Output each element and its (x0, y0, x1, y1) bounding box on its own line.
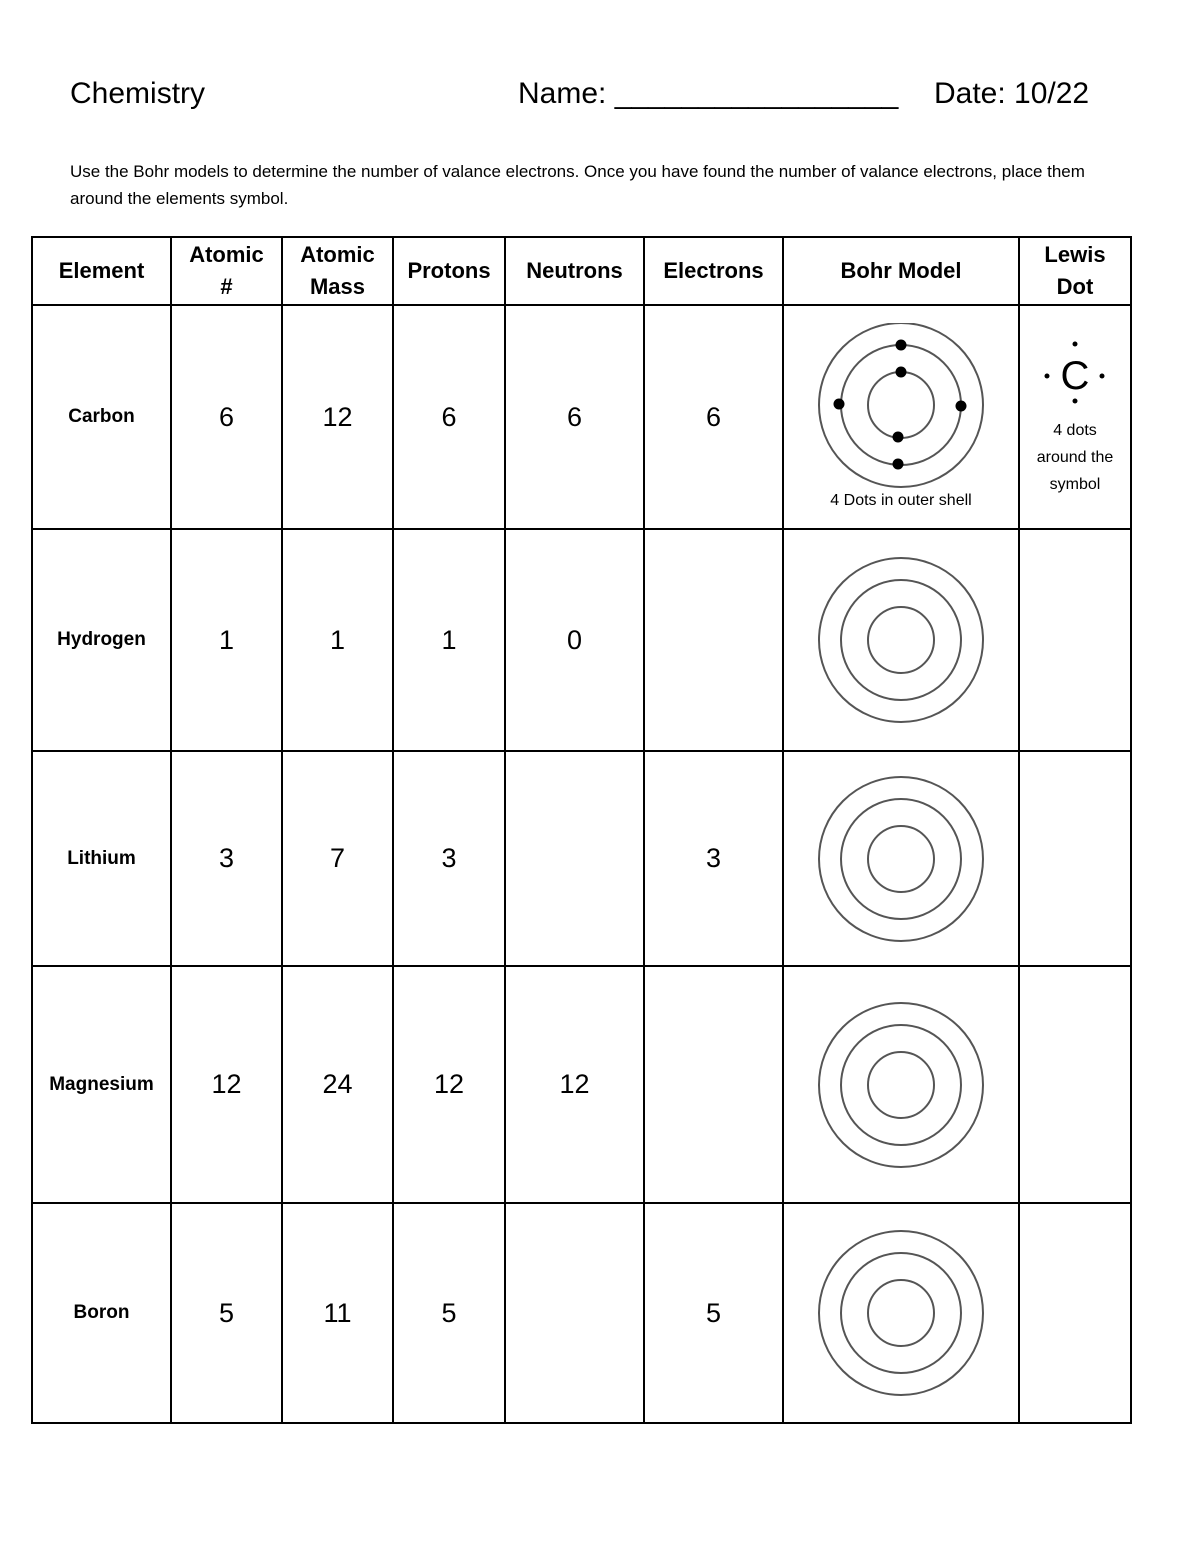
element-name: Hydrogen (32, 529, 171, 751)
shell-ring (841, 1025, 961, 1145)
atomic-mass-cell[interactable]: 11 (282, 1203, 393, 1423)
header-electrons: Electrons (644, 237, 783, 305)
shell-ring (819, 1231, 983, 1395)
header-neutrons: Neutrons (505, 237, 644, 305)
shell-ring (868, 1052, 934, 1118)
atomic-mass-cell[interactable]: 1 (282, 529, 393, 751)
lewis-dot (1073, 341, 1078, 346)
header-bohr-model: Bohr Model (783, 237, 1019, 305)
lewis-dot-cell[interactable] (1019, 1203, 1131, 1423)
lewis-dot-cell[interactable] (1019, 751, 1131, 966)
element-name: Magnesium (32, 966, 171, 1203)
header-protons: Protons (393, 237, 505, 305)
bohr-caption: 4 Dots in outer shell (830, 492, 972, 509)
element-name: Lithium (32, 751, 171, 966)
neutrons-cell[interactable] (505, 1203, 644, 1423)
table-row (32, 751, 1131, 966)
lewis-dot-diagram (1035, 337, 1115, 417)
bohr-model-diagram (811, 1000, 991, 1170)
atomic-mass-cell[interactable]: 24 (282, 966, 393, 1203)
shell-ring (819, 1003, 983, 1167)
table-row (32, 1203, 1131, 1423)
bohr-model-diagram (811, 555, 991, 725)
header-atomic-mass-line2: Mass (309, 274, 366, 299)
lewis-dot-cell[interactable] (1019, 966, 1131, 1203)
electron-dot (893, 432, 904, 443)
header-lewis-line1: Lewis (1044, 242, 1106, 267)
header-element: Element (32, 237, 171, 305)
element-name: Carbon (32, 305, 171, 529)
subject-title: Chemistry (70, 77, 206, 110)
electrons-cell[interactable]: 6 (644, 305, 783, 529)
date-label: Date: 10/22 (934, 77, 1090, 110)
electrons-cell[interactable] (644, 529, 783, 751)
bohr-model-cell[interactable] (783, 305, 1019, 529)
bohr-model-cell[interactable] (783, 529, 1019, 751)
table-row (32, 966, 1131, 1203)
header-atomic-mass (282, 237, 393, 305)
atomic-mass-cell[interactable]: 12 (282, 305, 393, 529)
lewis-dot-cell[interactable] (1019, 529, 1131, 751)
header-row (32, 237, 1131, 305)
atomic-number-cell[interactable]: 6 (171, 305, 282, 529)
lewis-dot-cell[interactable] (1019, 305, 1131, 529)
bohr-model-diagram (811, 1228, 991, 1398)
table-row (32, 305, 1131, 529)
header-atomic-number-line2: # (220, 274, 233, 299)
shell-ring (819, 558, 983, 722)
protons-cell[interactable]: 12 (393, 966, 505, 1203)
neutrons-cell[interactable]: 12 (505, 966, 644, 1203)
protons-cell[interactable]: 5 (393, 1203, 505, 1423)
neutrons-cell[interactable] (505, 751, 644, 966)
shell-ring (841, 345, 961, 465)
shell-ring (819, 777, 983, 941)
bohr-model-cell[interactable] (783, 1203, 1019, 1423)
protons-cell[interactable]: 6 (393, 305, 505, 529)
shell-ring (841, 799, 961, 919)
electrons-cell[interactable]: 5 (644, 1203, 783, 1423)
protons-cell[interactable]: 1 (393, 529, 505, 751)
atomic-number-cell[interactable]: 1 (171, 529, 282, 751)
atomic-number-cell[interactable]: 5 (171, 1203, 282, 1423)
lewis-caption: 4 dots around the symbol (1036, 421, 1114, 493)
shell-ring (868, 607, 934, 673)
header-atomic-number-line1: Atomic (189, 242, 264, 267)
element-name: Boron (32, 1203, 171, 1423)
shell-ring (841, 1253, 961, 1373)
electron-dot (834, 399, 845, 410)
neutrons-cell[interactable]: 0 (505, 529, 644, 751)
bohr-model-diagram (811, 774, 991, 944)
bohr-model-cell[interactable] (783, 966, 1019, 1203)
element-table (31, 236, 1132, 1424)
bohr-model-diagram (811, 323, 991, 493)
lewis-symbol: C (1060, 353, 1090, 398)
header-lewis-dot (1019, 237, 1131, 305)
lewis-dot (1073, 398, 1078, 403)
header-atomic-number (171, 237, 282, 305)
neutrons-cell[interactable]: 6 (505, 305, 644, 529)
electrons-cell[interactable] (644, 966, 783, 1203)
lewis-dot (1045, 373, 1050, 378)
shell-ring (868, 1280, 934, 1346)
atomic-number-cell[interactable]: 3 (171, 751, 282, 966)
bohr-model-cell[interactable] (783, 751, 1019, 966)
instructions: Use the Bohr models to determine the number of valance electrons. Once you have found the number of valance electrons, place them around the elements symbol. (70, 162, 1085, 208)
name-field[interactable]: Name: _________________ (518, 77, 899, 110)
protons-cell[interactable]: 3 (393, 751, 505, 966)
electron-dot (896, 340, 907, 351)
atomic-mass-cell[interactable]: 7 (282, 751, 393, 966)
shell-ring (868, 372, 934, 438)
electron-dot (956, 401, 967, 412)
electrons-cell[interactable]: 3 (644, 751, 783, 966)
table-row (32, 529, 1131, 751)
lewis-dot (1100, 373, 1105, 378)
shell-ring (868, 826, 934, 892)
shell-ring (841, 580, 961, 700)
electron-dot (893, 459, 904, 470)
header-lewis-line2: Dot (1056, 274, 1094, 299)
atomic-number-cell[interactable]: 12 (171, 966, 282, 1203)
header-atomic-mass-line1: Atomic (300, 242, 375, 267)
electron-dot (896, 367, 907, 378)
